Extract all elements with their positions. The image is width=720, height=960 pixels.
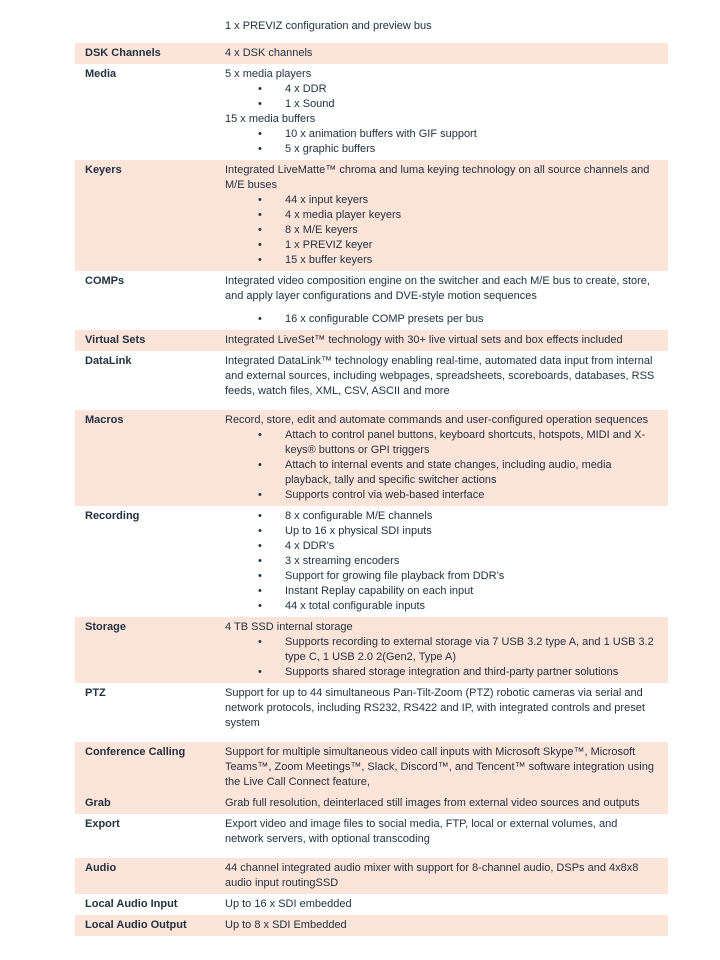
spec-row-comps [75, 271, 668, 330]
spec-row-storage [75, 617, 668, 683]
spec-row-local-audio-output [75, 915, 668, 936]
bullet-item [225, 599, 658, 614]
spec-row-value [225, 64, 668, 160]
spec-row-label: Audio [85, 862, 117, 874]
bullet-item [225, 539, 658, 554]
bullet-item [225, 312, 658, 327]
spec-paragraph: Support for up to 44 simultaneous Pan-Tilt-Zoom (PTZ) robotic cameras via serial and network protocols, including RS232, RS422 and IP, with integrated controls and preset system [225, 687, 645, 729]
bullet-text: Support for growing file playback from DDR’s [285, 570, 505, 582]
spec-row-macros [75, 410, 668, 506]
spec-row-label: DataLink [85, 355, 132, 367]
blank-line [225, 731, 658, 739]
bullet-icon: • [258, 510, 262, 522]
bullet-item [225, 193, 658, 208]
bullet-text: 1 x PREVIZ keyer [285, 239, 373, 251]
bullet-text: Supports control via web-based interface [285, 489, 485, 501]
spec-row-label: Local Audio Input [85, 898, 178, 910]
spec-row-keyers [75, 160, 668, 271]
bullet-text: Instant Replay capability on each input [285, 585, 474, 597]
bullet-icon: • [258, 459, 262, 471]
spec-row-value [225, 742, 668, 793]
bullet-item [225, 584, 658, 599]
spec-row-label: Virtual Sets [85, 334, 146, 346]
bullet-item [225, 569, 658, 584]
spec-paragraph: Integrated LiveMatte™ chroma and luma keying technology on all source channels and M/E buses [225, 164, 650, 191]
spec-paragraph: 4 x DSK channels [225, 47, 313, 59]
spec-table [75, 13, 668, 936]
bullet-text: 10 x animation buffers with GIF support [285, 128, 477, 140]
spec-row-value [225, 410, 668, 506]
spec-paragraph: 44 channel integrated audio mixer with support for 8-channel audio, DSPs and 4x8x8 audio input routingSSD [225, 862, 639, 889]
bullet-text: Up to 16 x physical SDI inputs [285, 525, 432, 537]
bullet-icon: • [258, 570, 262, 582]
spec-row-label: Macros [85, 414, 124, 426]
spec-row-label: Media [85, 68, 117, 80]
spec-row-media [75, 64, 668, 160]
spec-row-label: Keyers [85, 164, 122, 176]
spec-paragraph: Up to 8 x SDI Embedded [225, 919, 347, 931]
spec-row-label: Grab [85, 797, 111, 809]
spec-row-value [225, 160, 668, 271]
bullet-icon: • [258, 429, 262, 441]
bullet-icon: • [258, 313, 262, 325]
spec-row-value [225, 330, 668, 351]
bullet-text: 4 x DDR’s [285, 540, 335, 552]
spec-row-datalink [75, 351, 668, 410]
bullet-text: Attach to internal events and state changes, including audio, media playback, tally and specific switcher actions [285, 459, 612, 486]
bullet-item [225, 524, 658, 539]
spec-row-label: PTZ [85, 687, 106, 699]
bullet-item [225, 665, 658, 680]
bullet-text: Supports recording to external storage via 7 USB 3.2 type A, and 1 USB 3.2 type C, 1 USB 2.0 2(Gen2, Type A) [285, 636, 654, 663]
spec-row-label: DSK Channels [85, 47, 161, 59]
bullet-icon: • [258, 585, 262, 597]
bullet-text: Supports shared storage integration and third-party partner solutions [285, 666, 619, 678]
bullet-text: 8 x M/E keyers [285, 224, 358, 236]
spec-paragraph: 1 x PREVIZ configuration and preview bus [225, 20, 432, 32]
spec-row-value [225, 793, 668, 814]
spec-paragraph: Up to 16 x SDI embedded [225, 898, 352, 910]
bullet-item [225, 253, 658, 268]
spec-row-label: Recording [85, 510, 140, 522]
bullet-icon: • [258, 194, 262, 206]
bullet-item [225, 208, 658, 223]
bullet-icon: • [258, 525, 262, 537]
bullet-item [225, 223, 658, 238]
spec-row-value [225, 506, 668, 617]
bullet-text: 44 x total configurable inputs [285, 600, 426, 612]
spec-row-label: Export [85, 818, 120, 830]
spec-row-value [225, 43, 668, 64]
bullet-item [225, 458, 658, 488]
bullet-icon: • [258, 666, 262, 678]
spec-row-value [225, 894, 668, 915]
bullet-item [225, 97, 658, 112]
spec-row-value [225, 683, 668, 742]
bullet-icon: • [258, 489, 262, 501]
bullet-text: 15 x buffer keyers [285, 254, 373, 266]
spec-paragraph: Integrated DataLink™ technology enabling real-time, automated data input from internal and external sources, including webpages, spreadsheets, scoreboards, databases, RSS feeds, watch files, XML, CSV, ASCII and more [225, 355, 655, 397]
bullet-icon: • [258, 540, 262, 552]
spec-row-value [225, 13, 668, 43]
bullet-text: 3 x streaming encoders [285, 555, 400, 567]
spec-row-value [225, 271, 668, 330]
spec-paragraph: Support for multiple simultaneous video call inputs with Microsoft Skype™, Microsoft Teams™, Zoom Meetings™, Slack, Discord™, and Tencent™ software integration using the Live Call Connect feature, [225, 746, 654, 788]
bullet-icon: • [258, 224, 262, 236]
spec-row-ptz [75, 683, 668, 742]
spec-row-label: Storage [85, 621, 126, 633]
blank-line [225, 847, 658, 855]
spec-paragraph: Integrated LiveSet™ technology with 30+ live virtual sets and box effects included [225, 334, 623, 346]
spec-paragraph: 15 x media buffers [225, 113, 316, 125]
spec-row-virtual-sets [75, 330, 668, 351]
bullet-icon: • [258, 143, 262, 155]
bullet-text: Attach to control panel buttons, keyboard shortcuts, hotspots, MIDI and X-keys® buttons or GPI triggers [285, 429, 646, 456]
bullet-text: 4 x DDR [285, 83, 327, 95]
bullet-text: 1 x Sound [285, 98, 335, 110]
bullet-item [225, 554, 658, 569]
spec-row-conference-calling [75, 742, 668, 793]
spec-row-label [75, 13, 225, 43]
spec-paragraph: 4 TB SSD internal storage [225, 621, 353, 633]
bullet-item [225, 488, 658, 503]
spec-row-value [225, 617, 668, 683]
spec-row-dsk-channels [75, 43, 668, 64]
bullet-text: 4 x media player keyers [285, 209, 402, 221]
spec-row-label: Conference Calling [85, 746, 186, 758]
bullet-icon: • [258, 254, 262, 266]
bullet-icon: • [258, 128, 262, 140]
bullet-item [225, 238, 658, 253]
bullet-text: 44 x input keyers [285, 194, 369, 206]
bullet-item [225, 142, 658, 157]
bullet-item [225, 82, 658, 97]
bullet-icon: • [258, 83, 262, 95]
spec-row-export [75, 814, 668, 858]
spec-row-audio [75, 858, 668, 894]
bullet-item [225, 127, 658, 142]
spec-row-value [225, 915, 668, 936]
bullet-icon: • [258, 209, 262, 221]
bullet-text: 5 x graphic buffers [285, 143, 376, 155]
blank-line [225, 399, 658, 407]
bullet-text: 16 x configurable COMP presets per bus [285, 313, 484, 325]
bullet-icon: • [258, 98, 262, 110]
spec-row-local-audio-input [75, 894, 668, 915]
spec-paragraph: 5 x media players [225, 68, 312, 80]
spec-row-value [225, 351, 668, 410]
bullet-icon: • [258, 555, 262, 567]
spec-row-value [225, 814, 668, 858]
spec-row-continuation [75, 13, 668, 43]
blank-line [225, 304, 658, 312]
bullet-item [225, 509, 658, 524]
spec-row-label: Local Audio Output [85, 919, 187, 931]
spec-paragraph: Grab full resolution, deinterlaced still images from external video sources and outputs [225, 797, 640, 809]
bullet-item [225, 635, 658, 665]
bullet-item [225, 428, 658, 458]
spec-paragraph: Record, store, edit and automate commands and user-configured operation sequences [225, 414, 649, 426]
bullet-text: 8 x configurable M/E channels [285, 510, 433, 522]
spec-row-grab [75, 793, 668, 814]
bullet-icon: • [258, 239, 262, 251]
bullet-icon: • [258, 600, 262, 612]
spec-row-recording [75, 506, 668, 617]
bullet-icon: • [258, 636, 262, 648]
spec-paragraph: Integrated video composition engine on the switcher and each M/E bus to create, store, and apply layer configurations and DVE-style motion sequences [225, 275, 650, 302]
spec-row-label: COMPs [85, 275, 125, 287]
spec-paragraph: Export video and image files to social media, FTP, local or external volumes, and network servers, with optional transcoding [225, 818, 618, 845]
spec-row-value [225, 858, 668, 894]
